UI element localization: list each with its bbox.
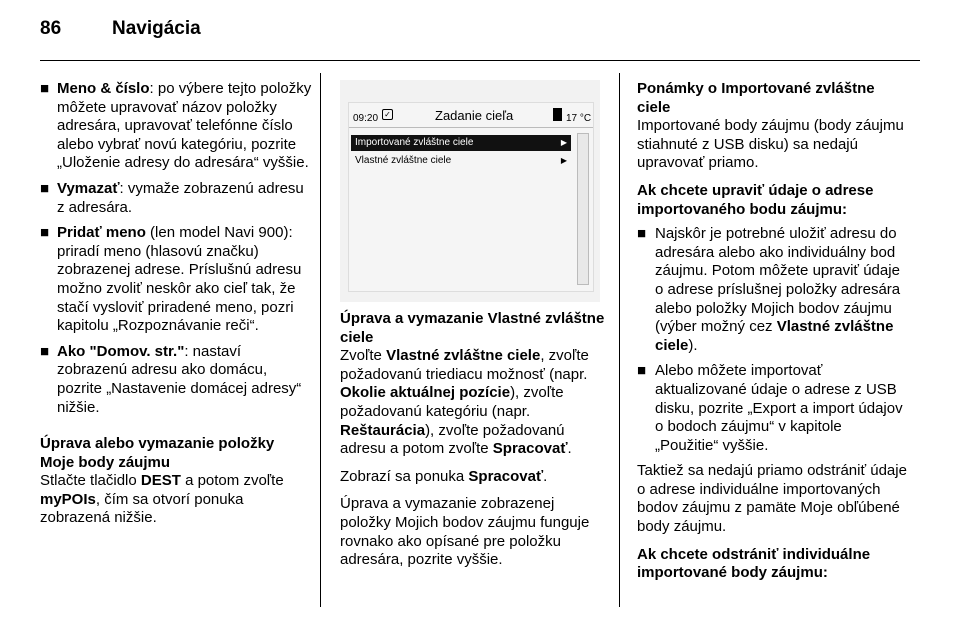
paragraph: Stlačte tlačidlo DEST a potom zvoľte myPOIs, čím sa otvorí ponuka zobrazená nižšie. bbox=[40, 472, 284, 527]
screen-menu-item-imported: Importované zvláštne ciele ▶ bbox=[351, 135, 571, 151]
list-item: ■ Najskôr je potrebné uložiť adresu do adresára alebo ako individuálny bod záujmu. Potom môžete upraviť údaje o adrese príslušnej položky adresára alebo položky Mojich bodov záujmu (výber možný cez Vlastné zvláštne ciele). bbox=[637, 225, 901, 354]
thermometer-icon bbox=[553, 108, 562, 121]
column-2 bbox=[340, 80, 608, 579]
chevron-right-icon: ▶ bbox=[560, 138, 567, 147]
section-heading: Úprava a vymazanie Vlastné zvláštne ciele bbox=[340, 310, 605, 346]
section-heading: Ponámky o Importované zvláštne ciele bbox=[637, 80, 875, 116]
screen-menu-item-own: Vlastné zvláštne ciele ▶ bbox=[351, 153, 571, 169]
chapter-title: Navigácia bbox=[112, 18, 201, 39]
paragraph: Importované body záujmu (body záujmu stiahnuté z USB disku) sa nedajú upravovať priamo. bbox=[637, 117, 904, 172]
paragraph: Úprava a vymazanie zobrazenej položky Mojich bodov záujmu funguje rovnako ako opísané pre položku adresára, pozrite vyššie. bbox=[340, 495, 590, 569]
screen-illustration bbox=[340, 80, 600, 302]
header-rule bbox=[40, 60, 920, 61]
bullet-icon: ■ bbox=[40, 80, 50, 97]
list-item: ■ Alebo môžete importovať aktualizované údaje o adrese z USB disku, pozrite „Export a import údajov o bodoch záujmu“ v kapitole „Použitie“ vyššie. bbox=[637, 362, 903, 454]
paragraph: Taktiež sa nedajú priamo odstrániť údaje o adrese individuálne importovaných bodov záujmu z pamäte Moje obľúbené body záujmu. bbox=[637, 462, 907, 536]
screen-title: Zadanie cieľa bbox=[435, 108, 514, 123]
column-1 bbox=[40, 80, 312, 537]
list-item: ■ Pridať meno (len model Navi 900): priradí meno (hlasovú značku) zobrazenej adrese. Príslušnú adresu možno zvoliť neskôr ako cieľ tak, že stačí vysloviť priradené meno, pozri kapitolu „Rozpoznávanie reči“. bbox=[40, 224, 302, 335]
chevron-right-icon: ▶ bbox=[560, 156, 567, 165]
page-number: 86 bbox=[40, 18, 62, 39]
bullet-icon: ■ bbox=[637, 362, 647, 380]
bullet-icon: ■ bbox=[40, 179, 50, 197]
screen-temperature: 17 °C bbox=[566, 113, 592, 124]
paragraph: Zobrazí sa ponuka Spracovať. bbox=[340, 467, 548, 485]
bullet-icon: ■ bbox=[637, 225, 647, 243]
bullet-icon: ■ bbox=[40, 224, 50, 242]
column-divider-1 bbox=[320, 73, 321, 607]
bullet-icon: ■ bbox=[40, 342, 50, 360]
list-item: ■ Ako "Domov. str.": nastaví zobrazenú adresu ako domácu, pozrite „Nastavenie domácej adresy“ nižšie. bbox=[40, 342, 302, 416]
column-3 bbox=[637, 80, 907, 592]
list-item: ■ Meno & číslo: po výbere tejto položky môžete upravovať názov položky adresára, upravovať telefónne číslo alebo vybrať novú kategóriu, pozrite „Uloženie adresy do adresára“ vyššie. bbox=[40, 80, 312, 172]
column-divider-2 bbox=[619, 73, 620, 607]
screen-time: 09:20 bbox=[353, 113, 379, 124]
section-heading: Ak chcete upraviť údaje o adrese importovaného bodu záujmu: bbox=[637, 181, 874, 218]
device-screen bbox=[348, 102, 594, 292]
paragraph: Zvoľte Vlastné zvláštne ciele, zvoľte požadovanú triediacu možnosť (napr. Okolie aktuálnej pozície), zvoľte požadovanú kategóriu (napr. Reštaurácia), zvoľte požadovanú adresu a potom zvoľte Spracovať. bbox=[340, 347, 589, 458]
screen-scrollbar bbox=[577, 133, 589, 285]
check-icon: ✓ bbox=[382, 109, 393, 120]
section-heading: Úprava alebo vymazanie položky Moje body záujmu bbox=[40, 435, 275, 471]
section-heading: Ak chcete odstrániť individuálne importované body záujmu: bbox=[637, 545, 871, 582]
screen-status-bar bbox=[349, 103, 593, 128]
list-item: ■ Vymazať: vymaže zobrazenú adresu z adresára. bbox=[40, 179, 304, 216]
page-header bbox=[40, 18, 201, 40]
